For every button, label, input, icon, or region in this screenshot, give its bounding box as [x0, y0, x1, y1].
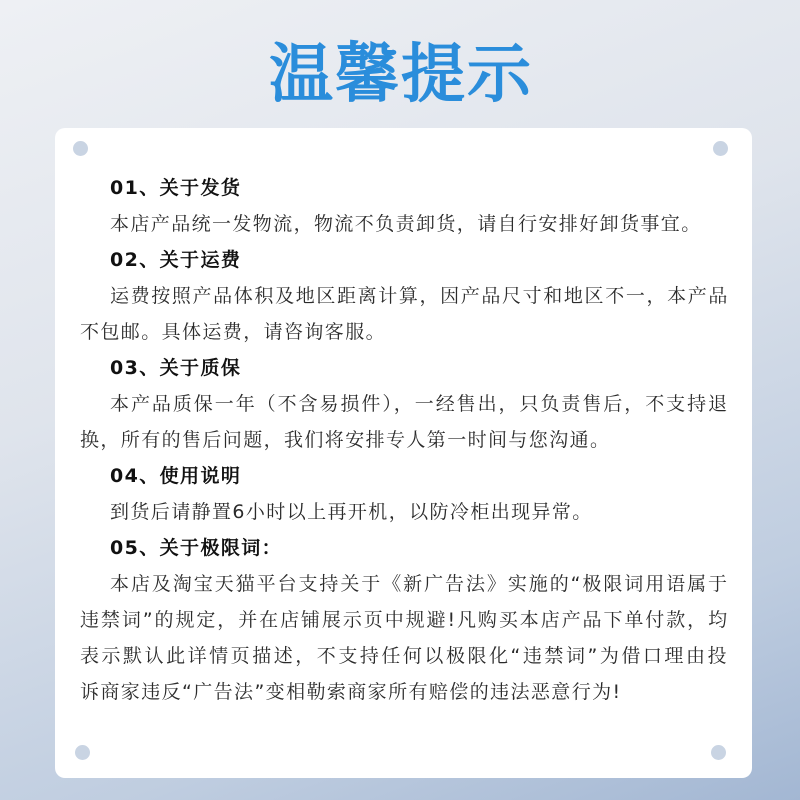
section-body-line: 表示默认此详情页描述，不支持任何以极限化“违禁词”为借口理由投: [80, 645, 729, 667]
section-heading: 02、关于运费: [110, 249, 242, 271]
section-body-line: 运费按照产品体积及地区距离计算，因产品尺寸和地区不一，本产品: [110, 285, 729, 307]
section-body-line: 违禁词”的规定，并在店铺展示页中规避!凡购买本店产品下单付款，均: [80, 609, 729, 631]
section-freight: [80, 242, 729, 350]
corner-dot-icon: [75, 745, 90, 760]
corner-dot-icon: [713, 141, 728, 156]
section-body-line: 本店及淘宝天猫平台支持关于《新广告法》实施的“极限词用语属于: [110, 573, 729, 595]
section-body-line: 诉商家违反“广告法”变相勒索商家所有赔偿的违法恶意行为!: [80, 681, 622, 703]
corner-dot-icon: [73, 141, 88, 156]
page-title: 温馨提示: [269, 38, 533, 112]
section-heading: 01、关于发货: [110, 177, 242, 199]
section-body-line: 换，所有的售后问题，我们将安排专人第一时间与您沟通。: [80, 429, 611, 451]
section-heading: 03、关于质保: [110, 357, 242, 379]
section-body-line: 不包邮。具体运费，请咨询客服。: [80, 321, 387, 343]
section-usage: [80, 458, 729, 530]
section-shipping: [80, 170, 729, 242]
section-restricted-words: [80, 530, 729, 710]
section-heading: 05、关于极限词：: [110, 537, 283, 559]
section-body-line: 本店产品统一发物流，物流不负责卸货，请自行安排好卸货事宜。: [110, 213, 702, 235]
section-heading: 04、使用说明: [110, 465, 242, 487]
notice-content: [80, 170, 729, 710]
notice-card: [55, 128, 752, 778]
section-warranty: [80, 350, 729, 458]
section-body-line: 到货后请静置6小时以上再开机，以防冷柜出现异常。: [110, 501, 593, 523]
section-body-line: 本产品质保一年（不含易损件），一经售出，只负责售后，不支持退: [110, 393, 729, 415]
corner-dot-icon: [711, 745, 726, 760]
